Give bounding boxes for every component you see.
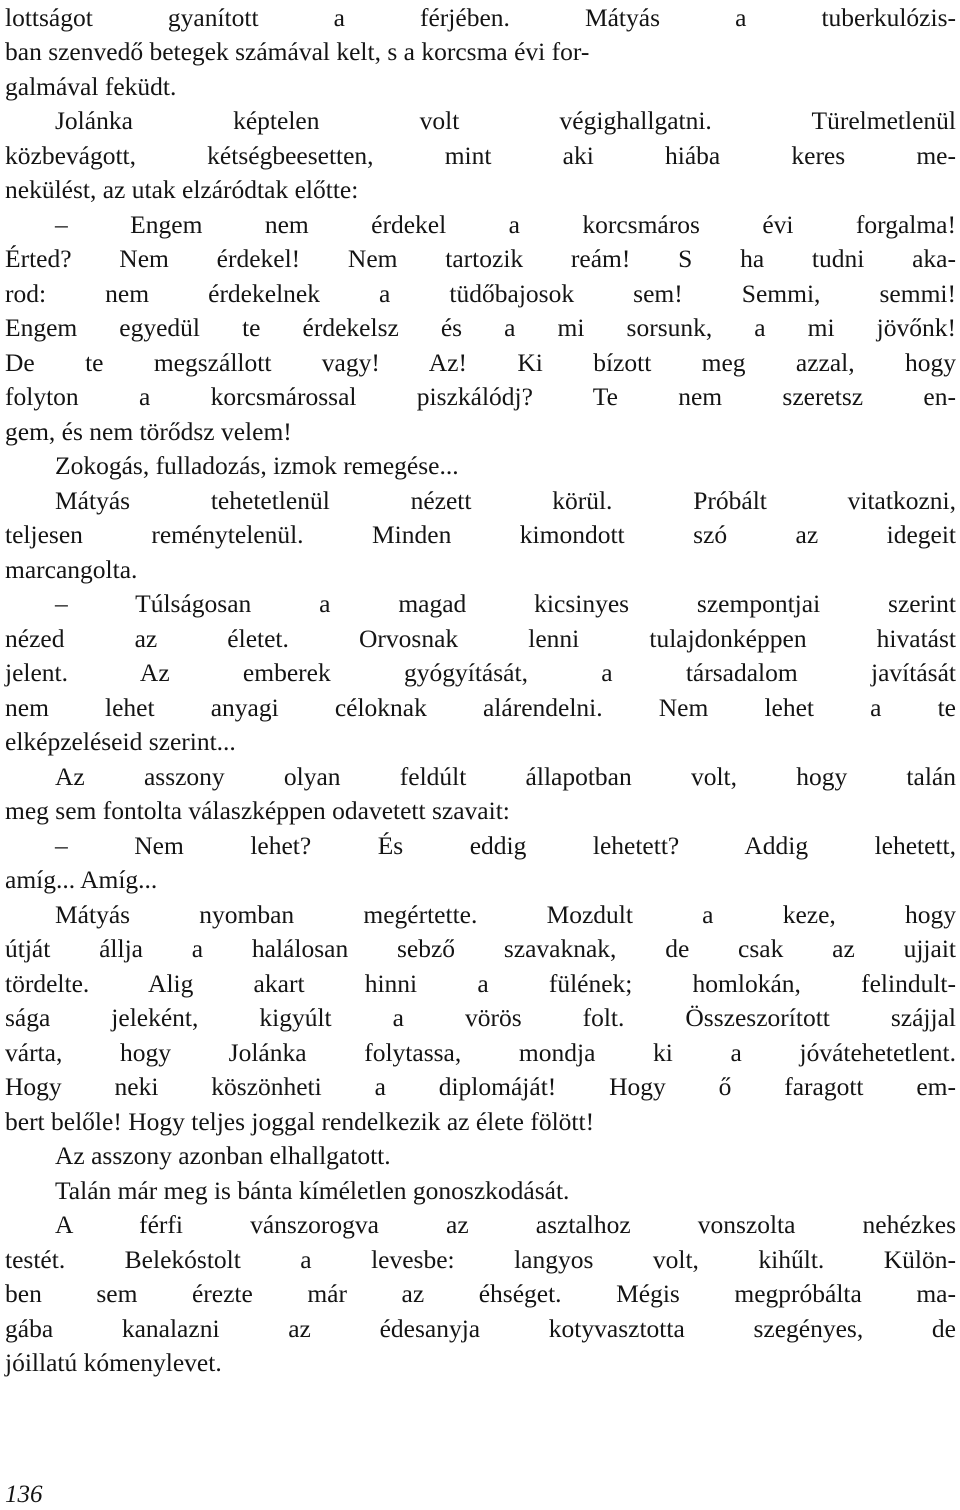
text-line: – Nem lehet? És eddig lehetett? Addig lehetett, bbox=[55, 831, 956, 860]
text-line: elképzeléseid szerint... bbox=[5, 727, 236, 756]
text-line: Hogy neki köszönheti a diplomáját! Hogy ő faragott em- bbox=[5, 1072, 956, 1101]
text-line: De te megszállott vagy! Az! Ki bízott meg azzal, hogy bbox=[5, 348, 956, 377]
text-line: rod: nem érdekelnek a tüdőbajosok sem! Semmi, semmi! bbox=[5, 279, 956, 308]
text-line: galmával feküdt. bbox=[5, 72, 177, 101]
text-line: várta, hogy Jolánka folytassa, mondja ki a jóvátehetetlent. bbox=[5, 1038, 956, 1067]
text-line: jelent. Az emberek gyógyítását, a társadalom javítását bbox=[5, 658, 956, 687]
text-line: – Túlságosan a magad kicsinyes szempontjai szerint bbox=[55, 589, 956, 618]
text-line: közbevágott, kétségbeesetten, mint aki hiába keres me- bbox=[5, 141, 956, 170]
text-line: nem lehet anyagi céloknak alárendelni. Nem lehet a te bbox=[5, 693, 956, 722]
text-line: teljesen reménytelenül. Minden kimondott szó az idegeit bbox=[5, 520, 956, 549]
text-line: ban szenvedő betegek számával kelt, s a korcsma évi for- bbox=[5, 37, 590, 66]
text-line: nekülést, az utak elzáródtak előtte: bbox=[5, 175, 359, 204]
text-line: Mátyás nyomban megértette. Mozdult a keze, hogy bbox=[55, 900, 956, 929]
text-line: tördelte. Alig akart hinni a fülének; homlokán, felindult- bbox=[5, 969, 956, 998]
text-line: ben sem érezte már az éhséget. Mégis megpróbálta ma- bbox=[5, 1279, 956, 1308]
text-line: Érted? Nem érdekel! Nem tartozik reám! S ha tudni aka- bbox=[5, 244, 956, 273]
text-line: gem, és nem törődsz velem! bbox=[5, 417, 292, 446]
text-line: Mátyás tehetetlenül nézett körül. Próbált vitatkozni, bbox=[55, 486, 956, 515]
text-line: Talán már meg is bánta kíméletlen gonoszkodását. bbox=[55, 1176, 570, 1205]
text-line: A férfi vánszorogva az asztalhoz vonszolta nehézkes bbox=[55, 1210, 956, 1239]
text-line: Engem egyedül te érdekelsz és a mi sorsunk, a mi jövőnk! bbox=[5, 313, 956, 342]
text-line: jóillatú kómenylevet. bbox=[5, 1348, 222, 1377]
text-line: bert belőle! Hogy teljes joggal rendelkezik az élete fölött! bbox=[5, 1107, 595, 1136]
text-line: folyton a korcsmárossal piszkálódj? Te nem szeretsz en- bbox=[5, 382, 956, 411]
text-line: útját állja a halálosan sebző szavaknak, de csak az ujjait bbox=[5, 934, 956, 963]
text-line: amíg... Amíg... bbox=[5, 865, 158, 894]
text-line: marcangolta. bbox=[5, 555, 138, 584]
text-line: sága jeleként, kigyúlt a vörös folt. Összeszorított szájjal bbox=[5, 1003, 956, 1032]
text-line: Zokogás, fulladozás, izmok remegése... bbox=[55, 451, 459, 480]
page-number: 136 bbox=[5, 1481, 43, 1508]
text-line: testét. Belekóstolt a levesbe: langyos volt, kihűlt. Külön- bbox=[5, 1245, 956, 1274]
text-line: nézed az életet. Orvosnak lenni tulajdonképpen hivatást bbox=[5, 624, 956, 653]
text-line: Jolánka képtelen volt végighallgatni. Türelmetlenül bbox=[55, 106, 956, 135]
text-line: Az asszony azonban elhallgatott. bbox=[55, 1141, 391, 1170]
text-line: Az asszony olyan feldúlt állapotban volt, hogy talán bbox=[55, 762, 956, 791]
text-line: gába kanalazni az édesanyja kotyvasztotta szegényes, de bbox=[5, 1314, 956, 1343]
text-line: – Engem nem érdekel a korcsmáros évi forgalma! bbox=[55, 210, 956, 239]
text-line: lottságot gyanított a férjében. Mátyás a tuberkulózis- bbox=[5, 3, 956, 32]
text-line: meg sem fontolta válaszképpen odavetett szavait: bbox=[5, 796, 510, 825]
